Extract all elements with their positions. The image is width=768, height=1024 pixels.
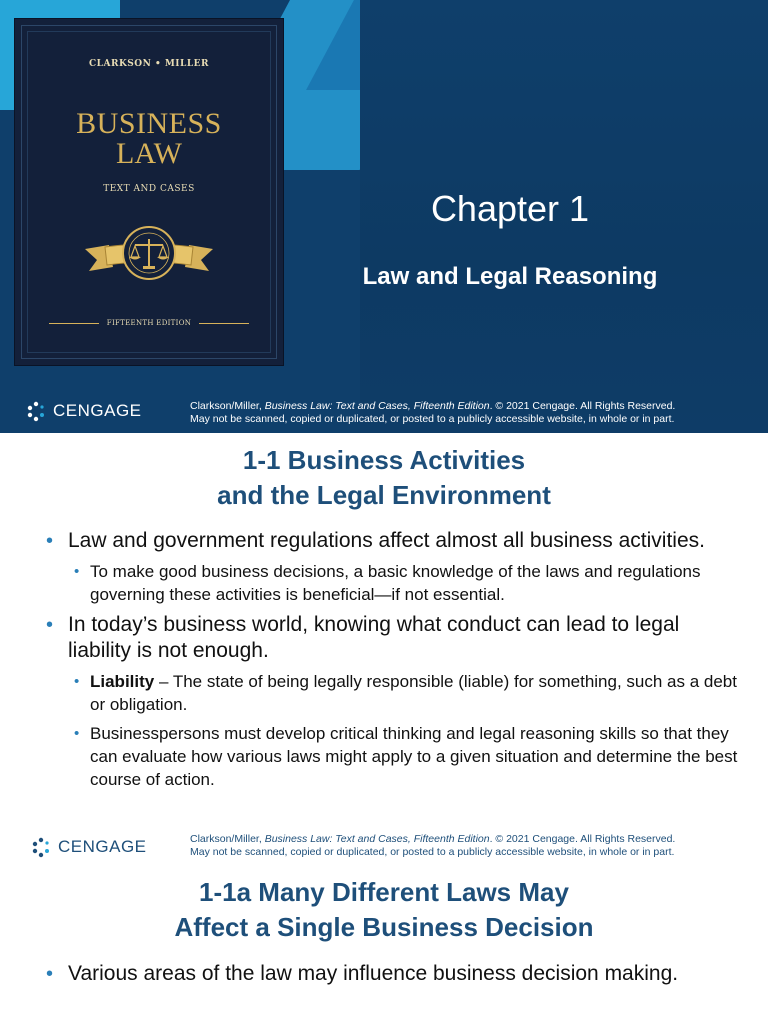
sub-bullet-item: • To make good business decisions, a basic knowledge of the laws and regulations governing these activities is beneficial—if not essential. <box>68 560 746 606</box>
book-title: BUSINESS <box>76 107 222 140</box>
cengage-logo-icon <box>25 400 47 422</box>
bullet-list <box>46 961 746 993</box>
cengage-logo-text: CENGAGE <box>58 837 147 856</box>
book-subtitle: TEXT AND CASES <box>103 184 195 194</box>
slide-title: 1-1a Many Different Laws May Affect a Single Business Decision <box>174 877 594 942</box>
book-title: LAW <box>116 137 182 170</box>
chapter-cover-slide <box>0 0 768 433</box>
bullet-item: • Law and government regulations affect almost all business activities. <box>46 528 746 554</box>
term-liability: Liability <box>90 672 155 691</box>
cengage-logo <box>25 400 142 422</box>
slide-title: 1-1 Business Activities and the Legal Environment <box>217 445 551 510</box>
sub-bullet-item: • Liability – The state of being legally responsible (liable) for something, such as a debt or obligation. <box>68 670 746 716</box>
sub-bullet-item: • Businesspersons must develop critical thinking and legal reasoning skills so that they can evaluate how various laws might apply to a given situation and determine the best course of action. <box>68 722 746 791</box>
cengage-logo-icon <box>30 836 52 858</box>
bullet-item: • In today’s business world, knowing what conduct can lead to legal liability is not enough. <box>46 612 746 664</box>
cengage-logo-text: CENGAGE <box>53 401 142 420</box>
book-cover-image <box>15 19 283 365</box>
chapter-title: Chapter 1 <box>430 188 590 229</box>
scales-of-justice-seal-icon <box>81 215 217 295</box>
chapter-subtitle: Law and Legal Reasoning <box>362 263 658 290</box>
book-edition: FIFTEENTH EDITION <box>106 319 192 327</box>
bullet-item: • Various areas of the law may influence business decision making. <box>46 961 746 987</box>
content-slide <box>0 433 768 863</box>
bullet-list <box>46 528 746 797</box>
content-slide <box>0 863 768 1024</box>
book-authors: CLARKSON • MILLER <box>88 59 210 69</box>
cengage-logo <box>30 836 147 858</box>
copyright-notice: Clarkson/Miller, Business Law: Text and Cases, Fifteenth Edition. © 2021 Cengage. All Rights Reserved. May not be scanned, copied or duplicated, or posted to a publicly accessible website, in whole or in part. <box>190 833 676 858</box>
copyright-notice: Clarkson/Miller, Business Law: Text and Cases, Fifteenth Edition. © 2021 Cengage. All Rights Reserved. May not be scanned, copied or duplicated, or posted to a publicly accessible website, in whole or in part. <box>190 400 676 425</box>
